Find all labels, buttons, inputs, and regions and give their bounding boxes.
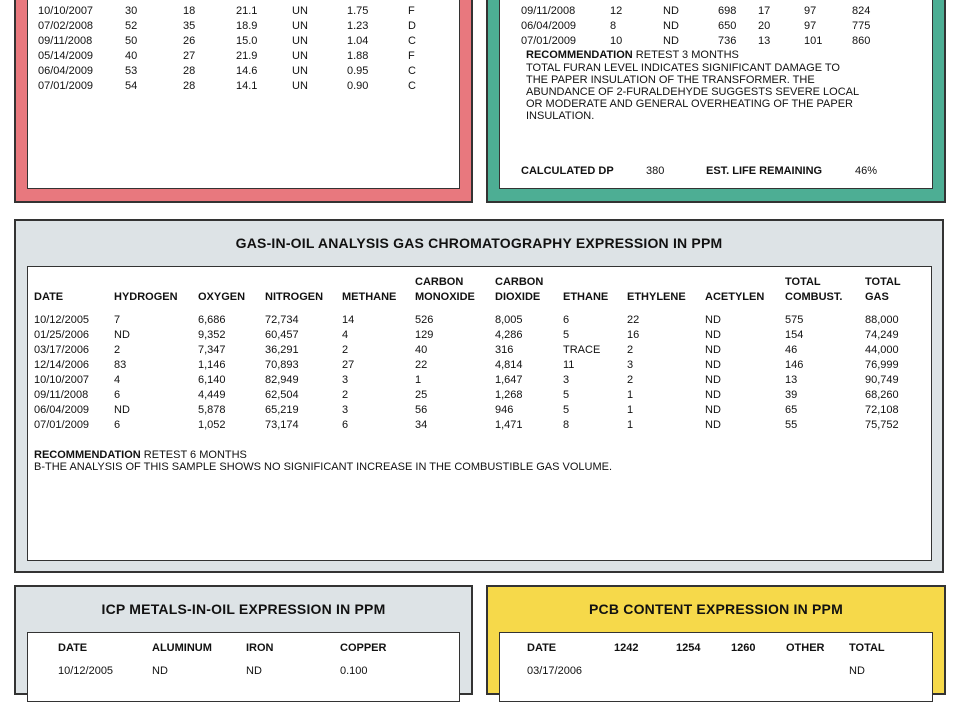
table-cell: 10/10/2007 (38, 5, 94, 17)
table-cell: UN (292, 5, 308, 17)
table-cell: 22 (415, 359, 428, 371)
table-cell: 07/01/2009 (38, 80, 94, 92)
header-spacer (58, 656, 400, 664)
column-header: 1254 (676, 642, 701, 654)
table-cell: 60,457 (265, 329, 299, 341)
table-row (38, 4, 428, 19)
table-cell: 06/04/2009 (38, 65, 94, 77)
table-cell: 4,814 (495, 359, 523, 371)
table-cell: 62,504 (265, 389, 299, 401)
table-row (38, 19, 428, 34)
calculated-dp-value: 380 (646, 165, 665, 177)
furan-text-line: ABUNDANCE OF 2-FURALDEHYDE SUGGESTS SEVERE LOCAL (526, 86, 860, 98)
table-row (34, 373, 925, 388)
table-row (521, 19, 882, 34)
table-cell: 4 (342, 329, 349, 341)
table-cell: 1.88 (347, 50, 369, 62)
table-cell: 07/01/2009 (34, 419, 90, 431)
table-cell: ND (705, 344, 721, 356)
table-cell: 03/17/2006 (34, 344, 90, 356)
table-cell: 6 (114, 419, 121, 431)
table-cell: 73,174 (265, 419, 299, 431)
table-cell: 5 (563, 329, 570, 341)
table-cell: 2 (627, 374, 634, 386)
furan-text-line: TOTAL FURAN LEVEL INDICATES SIGNIFICANT DAMAGE TO (526, 62, 840, 74)
table-row (38, 49, 428, 64)
table-row (34, 313, 925, 328)
table-cell: ND (663, 35, 679, 47)
table-cell: ND (705, 329, 721, 341)
table-cell: UN (292, 35, 308, 47)
table-row (38, 64, 428, 79)
table-cell: ND (705, 389, 721, 401)
table-cell: ND (705, 314, 721, 326)
table-cell: 21.1 (236, 5, 258, 17)
oil-quality-inner (27, 0, 460, 189)
gas-recommendation (34, 449, 247, 461)
table-cell: 34 (415, 419, 428, 431)
table-cell: 07/02/2008 (38, 20, 94, 32)
table-cell: ND (114, 404, 130, 416)
column-header: OXYGEN (198, 291, 246, 303)
column-header-top (563, 275, 627, 290)
table-cell: 09/11/2008 (34, 389, 89, 401)
table-cell: 76,999 (865, 359, 899, 371)
table-cell: 65 (785, 404, 798, 416)
table-cell: 03/17/2006 (527, 665, 583, 677)
oil-quality-table (38, 4, 428, 94)
oil-quality-panel (14, 0, 473, 203)
table-cell: 97 (804, 5, 817, 17)
column-header: OTHER (786, 642, 825, 654)
table-cell: 35 (183, 20, 196, 32)
column-header-top (265, 275, 342, 290)
table-cell: 74,249 (865, 329, 899, 341)
table-cell: 6 (342, 419, 349, 431)
table-cell: ND (705, 359, 721, 371)
table-cell: 0.95 (347, 65, 369, 77)
table-cell: 1 (627, 404, 634, 416)
table-row (527, 664, 889, 679)
column-header-top: TOTAL (865, 276, 901, 288)
pcb-inner (499, 632, 933, 702)
table-cell: 10/12/2005 (58, 665, 114, 677)
table-cell: 39 (785, 389, 798, 401)
table-cell: 06/04/2009 (34, 404, 90, 416)
table-cell (731, 664, 786, 679)
column-header: COMBUST. (785, 291, 843, 303)
column-header: DATE (527, 642, 557, 654)
column-header-top (198, 275, 265, 290)
table-cell: 1.23 (347, 20, 369, 32)
table-cell: 5,878 (198, 404, 226, 416)
column-header: HYDROGEN (114, 291, 178, 303)
furan-text (526, 62, 859, 122)
table-cell: 53 (125, 65, 138, 77)
table-cell: ND (705, 374, 721, 386)
table-row (34, 328, 925, 343)
icp-metals-inner (27, 632, 460, 702)
column-header-top: TOTAL (785, 276, 821, 288)
table-row (521, 4, 882, 19)
table-cell: UN (292, 80, 308, 92)
table-cell: 90,749 (865, 374, 899, 386)
furan-inner (499, 0, 933, 189)
table-cell (676, 664, 731, 679)
life-remaining-label: EST. LIFE REMAINING (706, 165, 823, 177)
table-cell: 14.1 (236, 80, 258, 92)
table-cell: 316 (495, 344, 514, 356)
table-cell: ND (663, 20, 679, 32)
table-cell: 27 (183, 50, 196, 62)
column-header: DATE (58, 642, 88, 654)
column-header-top: CARBON (495, 276, 544, 288)
column-header: ETHYLENE (627, 291, 686, 303)
table-row (34, 403, 925, 418)
table-cell: 1,052 (198, 419, 226, 431)
table-cell: 12 (610, 5, 623, 17)
table-cell: ND (705, 419, 721, 431)
table-cell: 4,286 (495, 329, 523, 341)
table-cell: 65,219 (265, 404, 299, 416)
table-cell: 698 (718, 5, 737, 17)
table-cell: 1.75 (347, 5, 369, 17)
table-row (34, 343, 925, 358)
column-header: 1242 (614, 642, 639, 654)
table-cell: 16 (627, 329, 640, 341)
table-cell: 17 (758, 5, 771, 17)
column-header: METHANE (342, 291, 397, 303)
table-cell: 1,471 (495, 419, 523, 431)
table-cell: 10/10/2007 (34, 374, 90, 386)
table-cell: 1,268 (495, 389, 523, 401)
furan-rec-value: RETEST 3 MONTHS (635, 49, 739, 61)
table-cell: 2 (114, 344, 121, 356)
life-remaining-value: 46% (855, 165, 878, 177)
column-header: ACETYLEN (705, 291, 765, 303)
table-cell: 129 (415, 329, 434, 341)
header-spacer (527, 656, 889, 664)
table-cell: 68,260 (865, 389, 899, 401)
table-cell: 1.04 (347, 35, 369, 47)
table-cell: 07/01/2009 (521, 35, 577, 47)
table-cell: 13 (758, 35, 771, 47)
table-row (38, 34, 428, 49)
column-header: MONOXIDE (415, 291, 475, 303)
icp-metals-table (58, 641, 400, 679)
table-cell: ND (663, 5, 679, 17)
table-cell: D (408, 20, 416, 32)
table-cell: 946 (495, 404, 514, 416)
table-cell: 7,347 (198, 344, 226, 356)
header-row (527, 641, 889, 656)
table-row (38, 79, 428, 94)
table-cell: 146 (785, 359, 804, 371)
table-cell: 8 (563, 419, 570, 431)
table-row (521, 34, 882, 49)
table-cell: 10 (610, 35, 623, 47)
table-cell: 8 (610, 20, 617, 32)
header-row-top (34, 275, 925, 290)
table-cell: 28 (183, 80, 196, 92)
table-cell: 526 (415, 314, 434, 326)
table-cell: 75,752 (865, 419, 899, 431)
table-cell: 13 (785, 374, 798, 386)
column-header-top (34, 275, 114, 290)
table-row (58, 664, 400, 679)
table-cell: 18.9 (236, 20, 258, 32)
column-header: COPPER (340, 642, 387, 654)
table-cell: 5 (563, 404, 570, 416)
table-cell: UN (292, 20, 308, 32)
table-cell: F (408, 5, 415, 17)
table-cell: 30 (125, 5, 138, 17)
table-cell: 824 (852, 5, 871, 17)
table-cell: 72,108 (865, 404, 899, 416)
table-cell: 40 (415, 344, 428, 356)
table-cell: 101 (804, 35, 823, 47)
furan-dp-row (521, 164, 614, 179)
table-cell: 1 (627, 419, 634, 431)
table-cell: C (408, 65, 416, 77)
furan-text-line: THE PAPER INSULATION OF THE TRANSFORMER. THE (526, 74, 815, 86)
table-cell: 09/11/2008 (38, 35, 93, 47)
table-cell: ND (849, 665, 865, 677)
table-cell: 1 (627, 389, 634, 401)
column-header-top (342, 275, 415, 290)
table-cell: 12/14/2006 (34, 359, 90, 371)
gas-in-oil-panel (14, 219, 944, 573)
table-cell (614, 664, 676, 679)
table-cell: 25 (415, 389, 428, 401)
table-row (34, 388, 925, 403)
table-cell: 50 (125, 35, 138, 47)
table-cell: 06/04/2009 (521, 20, 577, 32)
table-cell: C (408, 35, 416, 47)
table-cell: 575 (785, 314, 804, 326)
table-cell: 4 (114, 374, 121, 386)
table-cell: 01/25/2006 (34, 329, 90, 341)
table-cell: 3 (342, 404, 349, 416)
furan-text-line: OR MODERATE AND GENERAL OVERHEATING OF THE PAPER (526, 98, 853, 110)
table-cell: 775 (852, 20, 871, 32)
table-cell: 05/14/2009 (38, 50, 94, 62)
icp-metals-panel (14, 585, 473, 695)
table-cell: 82,949 (265, 374, 299, 386)
table-cell: 46 (785, 344, 798, 356)
pcb-title: PCB CONTENT EXPRESSION IN PPM (589, 601, 843, 617)
table-cell: 5 (563, 389, 570, 401)
furan-text-line: INSULATION. (526, 110, 595, 122)
table-cell: 20 (758, 20, 771, 32)
gas-note: B-THE ANALYSIS OF THIS SAMPLE SHOWS NO SIGNIFICANT INCREASE IN THE COMBUSTIBLE GAS VOLUME. (34, 461, 613, 473)
table-cell: ND (152, 665, 168, 677)
icp-metals-title: ICP METALS-IN-OIL EXPRESSION IN PPM (101, 601, 386, 617)
table-cell: 3 (627, 359, 634, 371)
table-cell: 10/12/2005 (34, 314, 90, 326)
table-cell: 15.0 (236, 35, 258, 47)
table-row (34, 358, 925, 373)
table-cell: 40 (125, 50, 138, 62)
gas-in-oil-table (34, 275, 925, 433)
table-cell: 6,686 (198, 314, 226, 326)
table-cell: 4,449 (198, 389, 226, 401)
table-cell: ND (246, 665, 262, 677)
table-cell: 44,000 (865, 344, 899, 356)
table-cell: 28 (183, 65, 196, 77)
gas-in-oil-title: GAS-IN-OIL ANALYSIS GAS CHROMATOGRAPHY EXPRESSION IN PPM (235, 235, 723, 251)
table-cell: 6 (563, 314, 570, 326)
table-cell: 650 (718, 20, 737, 32)
gas-rec-label: RECOMMENDATION (34, 449, 141, 461)
table-cell: 56 (415, 404, 428, 416)
column-header: GAS (865, 291, 889, 303)
table-row (34, 418, 925, 433)
table-cell: 1,647 (495, 374, 523, 386)
gas-rec-value: RETEST 6 MONTHS (143, 449, 247, 461)
table-cell: ND (114, 329, 130, 341)
table-cell: 736 (718, 35, 737, 47)
table-cell: 14 (342, 314, 355, 326)
column-header-top (705, 275, 785, 290)
calculated-dp-label: CALCULATED DP (521, 165, 614, 177)
furan-panel (486, 0, 946, 203)
column-header: DIOXIDE (495, 291, 541, 303)
table-cell: 83 (114, 359, 127, 371)
table-cell: 14.6 (236, 65, 258, 77)
table-cell: 27 (342, 359, 355, 371)
pcb-panel (486, 585, 946, 695)
table-cell: 54 (125, 80, 138, 92)
header-row (58, 641, 400, 656)
table-cell: 88,000 (865, 314, 899, 326)
table-cell: 97 (804, 20, 817, 32)
column-header-top (627, 275, 705, 290)
column-header: ETHANE (563, 291, 609, 303)
table-cell: F (408, 50, 415, 62)
column-header-top (114, 275, 198, 290)
table-cell: 72,734 (265, 314, 299, 326)
table-cell: C (408, 80, 416, 92)
column-header: TOTAL (849, 642, 885, 654)
table-cell: 3 (342, 374, 349, 386)
table-cell: 1,146 (198, 359, 226, 371)
gas-in-oil-inner (27, 266, 932, 561)
column-header: DATE (34, 291, 64, 303)
table-cell: ND (705, 404, 721, 416)
table-cell: 8,005 (495, 314, 523, 326)
table-cell: 21.9 (236, 50, 258, 62)
table-cell: 26 (183, 35, 196, 47)
header-row (34, 290, 925, 305)
table-cell: 36,291 (265, 344, 299, 356)
table-cell: 860 (852, 35, 871, 47)
table-cell: 11 (563, 359, 575, 371)
column-header-top: CARBON (415, 276, 464, 288)
table-cell: 09/11/2008 (521, 5, 576, 17)
table-cell: 18 (183, 5, 196, 17)
table-cell: 3 (563, 374, 570, 386)
pcb-table (527, 641, 889, 679)
table-cell: 52 (125, 20, 138, 32)
table-cell: 7 (114, 314, 121, 326)
table-cell: 2 (627, 344, 634, 356)
header-spacer (34, 305, 925, 313)
table-cell (786, 664, 849, 679)
table-cell: 6 (114, 389, 121, 401)
column-header: 1260 (731, 642, 756, 654)
furan-recommendation (526, 49, 739, 61)
table-cell: UN (292, 65, 308, 77)
table-cell: 22 (627, 314, 640, 326)
table-cell: 9,352 (198, 329, 226, 341)
furan-rec-label: RECOMMENDATION (526, 49, 633, 61)
table-cell: 0.90 (347, 80, 369, 92)
column-header: NITROGEN (265, 291, 324, 303)
table-cell: 154 (785, 329, 804, 341)
table-cell: UN (292, 50, 308, 62)
column-header: ALUMINUM (152, 642, 212, 654)
table-cell: 2 (342, 344, 349, 356)
table-cell: TRACE (563, 344, 601, 356)
table-cell: 55 (785, 419, 798, 431)
table-cell: 2 (342, 389, 349, 401)
table-cell: 70,893 (265, 359, 299, 371)
column-header: IRON (246, 642, 274, 654)
table-cell: 1 (415, 374, 422, 386)
table-cell: 0.100 (340, 665, 368, 677)
furan-table (521, 4, 882, 49)
table-cell: 6,140 (198, 374, 226, 386)
